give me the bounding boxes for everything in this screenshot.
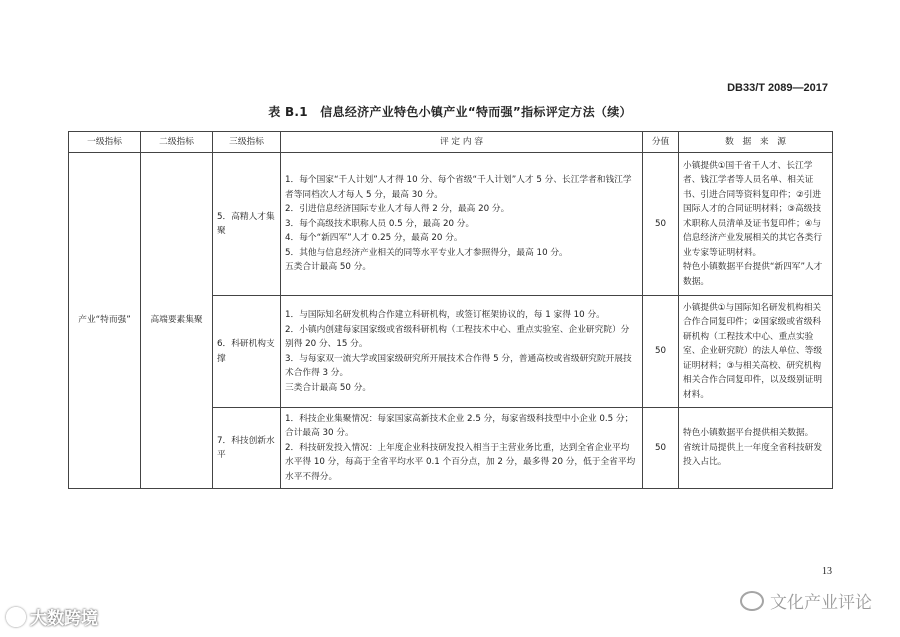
watermark-left-text: 大数跨境 — [30, 609, 98, 629]
page-number: 13 — [822, 566, 832, 577]
wechat-icon — [740, 591, 764, 611]
header-level3: 三级指标 — [213, 132, 281, 153]
header-level2: 二级指标 — [141, 132, 213, 153]
score-cell: 50 — [643, 408, 679, 489]
source-cell — [679, 153, 833, 296]
watermark-right-text: 文化产业评论 — [770, 593, 872, 613]
watermark-right — [740, 588, 872, 613]
watermark-left — [6, 604, 98, 629]
source-line: 小镇提供①与国际知名研发机构相关合作合同复印件；②国家级或省级科研机构（工程技术中心、重点实验室、企业研究院）的法人单位、等级证明材料；③与相关高校、研究机构相关合作合同复印件，以及级别证明材料。 — [683, 302, 822, 400]
method-line: 三类合计最高 50 分。 — [285, 382, 372, 393]
document-code: DB33/T 2089—2017 — [727, 82, 828, 94]
watermark-logo-icon — [6, 607, 26, 627]
table-header-row — [69, 132, 833, 153]
method-cell — [281, 296, 643, 408]
method-line: 5．其他与信息经济产业相关的同等水平专业人才参照得分，最高 10 分。 — [285, 247, 568, 258]
method-line: 1．科技企业集聚情况：每家国家高新技术企业 2.5 分，每家省级科技型中小企业 0.5 分；合计最高 30 分。 — [285, 413, 634, 439]
source-line: 特色小镇数据平台提供“新四军”人才数据。 — [683, 262, 823, 287]
method-line: 2．小镇内创建每家国家级或省级科研机构（工程技术中心、重点实验室、企业研究院）分别得 20 分、15 分。 — [285, 324, 630, 350]
method-line: 4．每个“新四军”人才 0.25 分，最高 20 分。 — [285, 233, 463, 244]
level3-cell: 6．科研机构支撑 — [213, 296, 281, 408]
method-line: 3．与每家双一流大学或国家级研究所开展技术合作得 5 分，普通高校或省级研究院开展技术合作得 3 分。 — [285, 353, 632, 379]
table-title: 表 B.1 信息经济产业特色小镇产业“特而强”指标评定方法（续） — [268, 105, 632, 119]
level2-cell: 高端要素集聚 — [141, 153, 213, 489]
source-cell — [679, 408, 833, 489]
source-line: 省统计局提供上一年度全省科技研发投入占比。 — [683, 442, 822, 468]
table-row — [69, 153, 833, 296]
source-cell — [679, 296, 833, 408]
indicator-table — [68, 131, 833, 489]
method-line: 2．引进信息经济国际专业人才每人得 2 分，最高 20 分。 — [285, 204, 510, 215]
method-line: 2．科技研发投入情况：上年度企业科技研发投入相当于主营业务比重，达到全省企业平均水平得 10 分，每高于全省平均水平 0.1 个百分点，加 2 分，最多得 20 分，低于全省平均水平不得分。 — [285, 442, 636, 482]
level1-cell: 产业“特而强” — [69, 153, 141, 489]
method-cell — [281, 408, 643, 489]
method-line: 五类合计最高 50 分。 — [285, 262, 372, 273]
score-cell: 50 — [643, 153, 679, 296]
score-cell: 50 — [643, 296, 679, 408]
level3-cell: 7．科技创新水平 — [213, 408, 281, 489]
method-line: 1．每个国家“千人计划”人才得 10 分、每个省级“千人计划”人才 5 分、长江学者和钱江学者等同档次人才每人 5 分，最高 30 分。 — [285, 175, 632, 200]
source-line: 小镇提供①国千省千人才、长江学者、钱江学者等人员名单、相关证书、引进合同等资料复印件；②引进国际人才的合同证明材料；③高级技术职称人员清单及证书复印件；④与信息经济产业发展相关的其它各类行业专家等证明材料。 — [683, 160, 822, 258]
header-level1: 一级指标 — [69, 132, 141, 153]
header-method: 评 定 内 容 — [281, 132, 643, 153]
method-line: 1．与国际知名研发机构合作建立科研机构，或签订框架协议的，每 1 家得 10 分。 — [285, 310, 605, 321]
method-cell — [281, 153, 643, 296]
source-line: 特色小镇数据平台提供相关数据。 — [683, 428, 814, 439]
method-line: 3．每个高级技术职称人员 0.5 分，最高 20 分。 — [285, 218, 475, 229]
header-score: 分值 — [643, 132, 679, 153]
level3-cell: 5．高精人才集聚 — [213, 153, 281, 296]
header-source: 数 据 来 源 — [679, 132, 833, 153]
